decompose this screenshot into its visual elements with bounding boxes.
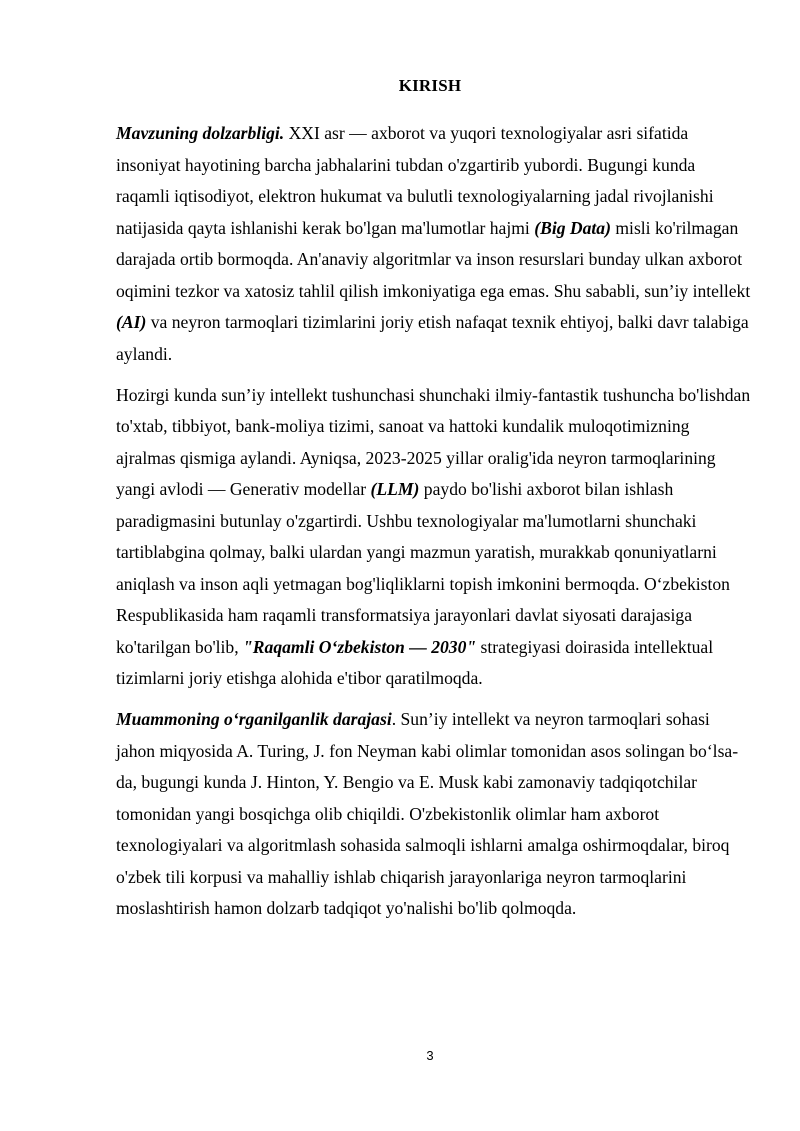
text-segment: XXI asr — axborot va yuqori texnologiyalar asri sifatida insoniyat hayotining barcha jabhalarini tubdan o'zgartirib yubordi. Bugungi kunda raqamli iqtisodiyot, elektron hukumat va bulutli texnologiyalarning jadal rivojlanishi natijasida qayta ishlanishi kerak bo'lgan ma'lumotlar hajmi [116, 123, 714, 238]
term-big-data: (Big Data) [534, 217, 611, 238]
term-digital-uzbekistan: "Raqamli O‘zbekiston — 2030" [243, 636, 477, 657]
page-title: KIRISH [398, 76, 462, 95]
text-segment: Hozirgi kunda sun’iy intellekt tushunchasi shunchaki ilmiy-fantastik tushuncha bo'lishdan to'xtab, tibbiyot, bank-moliya tizimi, sanoat va hattoki kundalik muloqotimizning ajralmas qismiga aylandi. Ayniqsa, 2023-2025 yillar oralig'ida neyron tarmoqlarining yangi avlodi — Generativ modellar [116, 384, 751, 499]
paragraph-research-level [116, 704, 752, 925]
paragraph-relevance [116, 118, 752, 370]
paragraph-current-state [116, 380, 752, 695]
text-segment: strategiyasi doirasida intellektual tizimlarni joriy etishga alohida e'tibor qaratilmoqda. [116, 636, 714, 688]
body-text [116, 118, 752, 934]
text-segment: va neyron tarmoqlari tizimlarini joriy etish nafaqat texnik ehtiyoj, balki davr talabiga aylandi. [116, 312, 749, 364]
text-segment: . Sun’iy intellekt va neyron tarmoqlari sohasi jahon miqyosida A. Turing, J. fon Neyman kabi olimlar tomonidan asos solingan bo‘lsa-da, bugungi kunda J. Hinton, Y. Bengio va E. Musk kabi zamonaviy tadqiqotchilar tomonidan yangi bosqichga olib chiqildi. O'zbekistonlik olimlar ham axborot texnologiyalari va algoritmlash sohasida salmoqli ishlarni amalga oshirmoqdalar, biroq o'zbek tili korpusi va mahalliy ishlab chiqarish jarayonlariga neyron tarmoqlarini moslashtirish hamon dolzarb tadqiqot yo'nalishi bo'lib qolmoqda. [116, 709, 739, 918]
page-number: 3 [426, 1048, 434, 1063]
term-ai: (AI) [116, 312, 147, 332]
term-llm: (LLM) [370, 479, 420, 499]
text-segment: paydo bo'lishi axborot bilan ishlash paradigmasini butunlay o'zgartirdi. Ushbu texnologiyalar ma'lumotlarni shunchaki tartiblabgina qolmay, balki ulardan yangi mazmun yaratish, murakkab qonuniyatlarni aniqlash va inson aqli yetmagan bog'liqliklarni topish imkonini bermoqda. O‘zbekiston Respublikasida ham raqamli transformatsiya jarayonlari davlat siyosati darajasiga ko'tarilgan bo'lib, [116, 479, 730, 657]
section-lead-research-level: Muammoning o‘rganilganlik darajasi [116, 709, 392, 729]
text-segment: misli ko'rilmagan darajada ortib bormoqda. An'anaviy algoritmlar va inson resurslari bunday ulkan axborot oqimini tezkor va xatosiz tahlil qilish imkoniyatiga ega emas. Shu sababli, sun’iy intellekt [116, 217, 751, 301]
section-lead-relevance: Mavzuning dolzarbligi. [116, 123, 285, 143]
